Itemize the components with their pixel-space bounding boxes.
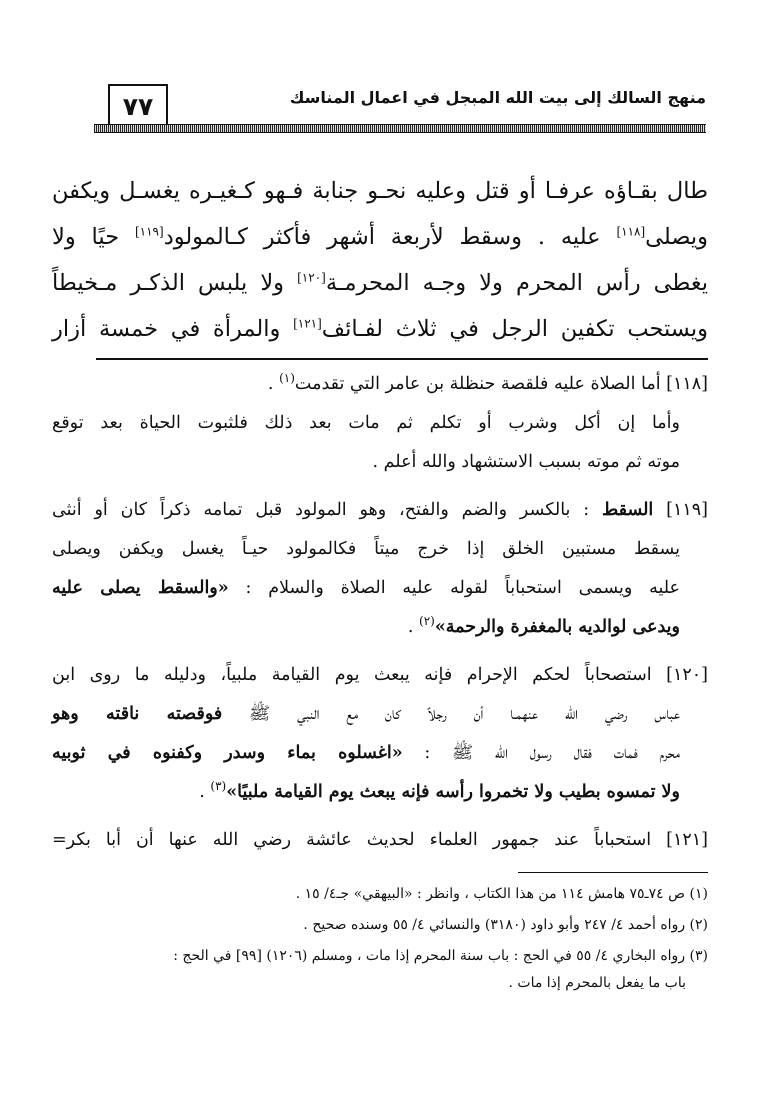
main-line-4: ويستحب تكفين الرجل في ثلاث لفـائف[١٢١] والمرأة في خمسة أزار bbox=[52, 316, 709, 342]
footnote-ref: (١) bbox=[279, 371, 295, 386]
page-header bbox=[94, 84, 706, 130]
note-121: [١٢١] استحباباً عند جمهور العلماء لحديث عائشة رضي الله عنها أن أبا بكر= bbox=[52, 830, 708, 850]
ref-120: [١٢٠] bbox=[297, 270, 326, 285]
note-120: [١٢٠] استصحاباً لحكم الإحرام فإنه يبعث يوم القيامة ملبياً، ودليله ما روى ابن عباس رضي الله عنهمـا أن رجلاً كان مع النبي ﷺ فوقصته ناقته وهو محرم فمات فقال رسول الله ﷺ : «اغسلوه بماء وسدر وكفنوه في ثوبيه ولا تمسوه بطيب ولا تخمروا رأسه فإنه يبعث يوم القيامة ملبيًا»$^{(٣)}$ . bbox=[52, 665, 708, 802]
note-118: [١١٨] أما الصلاة عليه فلقصة حنظلة بن عامر التي تقدمت$^{(١)}$ . وأما إن أكل وشرب أو تكلم ثم مات بعد ذلك فلثبوت الحياة بعد توقع موته ثم موته بسبب الاستشهاد والله أعلم . bbox=[52, 371, 708, 472]
main-text bbox=[52, 168, 708, 352]
note-119: [١١٩] السقط : بالكسر والضم والفتح، وهو المولود قبل تمامه ذكراً كان أو أنثى يسقط مستبين الخلق إذا خرج ميتاً فكالمولود حيـاً يغسل ويكفن ويصلى عليه ويسمى استحباباً لقوله عليه الصلاة والسلام : «والسقط يصلى عليه ويدعى لوالديه بالمغفرة والرحمة»$^{(٢)}$ . bbox=[52, 500, 708, 637]
section-divider bbox=[96, 358, 708, 360]
note-number: [١٢٠] bbox=[666, 665, 708, 685]
commentary-notes bbox=[52, 365, 708, 869]
footnotes bbox=[52, 872, 708, 1001]
note-number: [١١٩] bbox=[666, 500, 708, 520]
page-number: ٧٧ bbox=[108, 84, 168, 126]
ref-121: [١٢١] bbox=[293, 316, 322, 331]
main-line-3: يغطى رأس المحرم ولا وجـه المحرمـة[١٢٠] ولا يلبس الذكـر مـخيطاً bbox=[52, 270, 708, 296]
footnote-ref: (٢) bbox=[419, 614, 435, 629]
note-number: [١٢١] bbox=[666, 830, 708, 850]
note-number: [١١٨] bbox=[666, 374, 708, 394]
footnote-rule bbox=[518, 872, 708, 873]
main-line-1: طال بقـاؤه عرفـا أو قتل وعليه نحـو جنابة فـهو كـغيـره يغسـل ويكفن bbox=[52, 178, 708, 204]
running-title: منهج السالك إلى بيت الله المبجل في اعمال المناسك bbox=[289, 88, 706, 107]
ref-119: [١١٩] bbox=[134, 224, 164, 239]
main-line-2: ويصلى[١١٨] عليه . وسقط لأربعة أشهر فأكثر كـالمولود[١١٩] حيًا ولا bbox=[52, 224, 709, 250]
footnote-3: (٣) رواه البخاري ٤/ ٥٥ في الحج : باب سنة المحرم إذا مات ، ومسلم (١٢٠٦) [٩٩] في الحج : باب ما يفعل بالمحرم إذا مات . bbox=[173, 948, 708, 991]
header-rule bbox=[94, 124, 706, 133]
ref-118: [١١٨] bbox=[616, 224, 646, 239]
footnote-2: (٢) رواه أحمد ٤/ ٢٤٧ وأبو داود (٣١٨٠) والنسائي ٤/ ٥٥ وسنده صحيح . bbox=[303, 917, 708, 933]
footnote-ref: (٣) bbox=[210, 779, 227, 794]
footnote-1: (١) ص ٧٤ـ٧٥ هامش ١١٤ من هذا الكتاب ، وانظر : «البيهقي» جـ٤/ ١٥ . bbox=[295, 886, 708, 902]
note-term: السقط bbox=[602, 500, 654, 520]
